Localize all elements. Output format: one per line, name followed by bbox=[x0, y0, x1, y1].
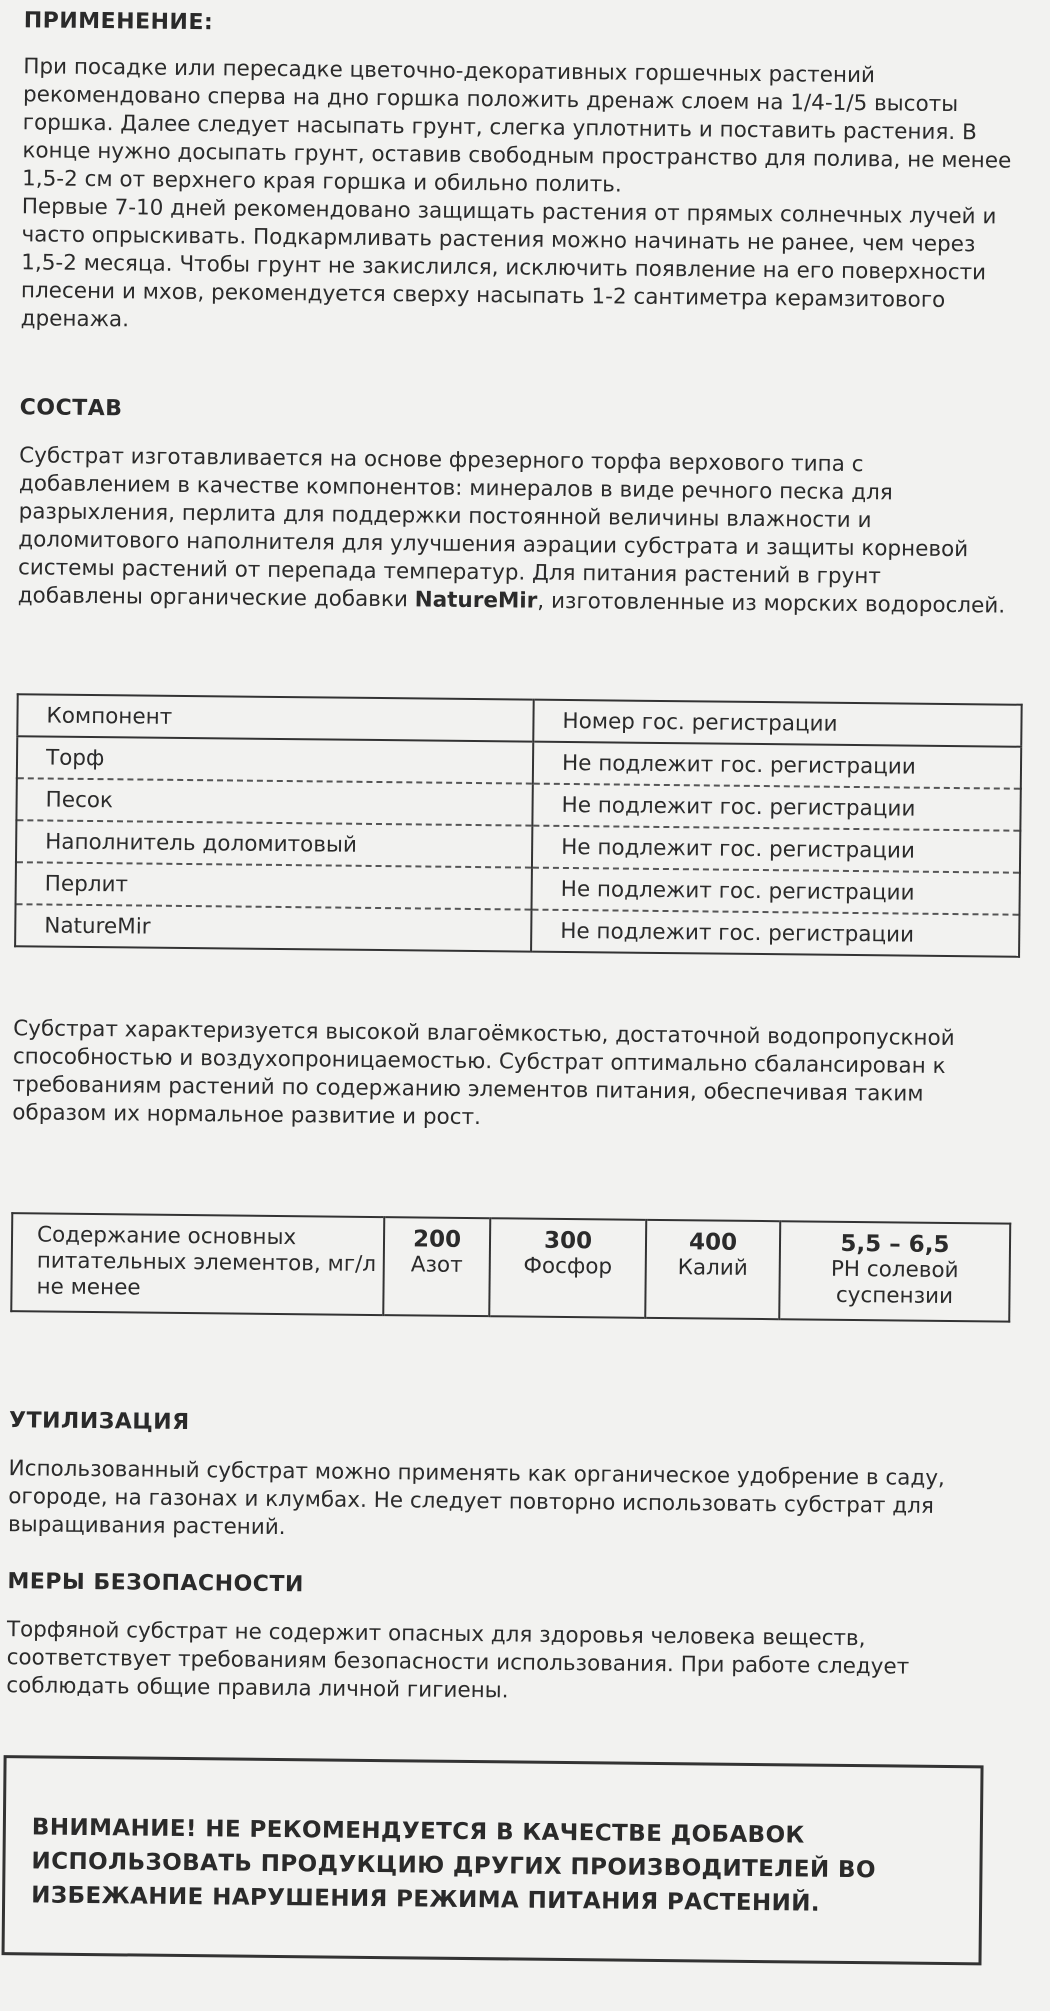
nutrients-row bbox=[11, 1213, 1010, 1321]
component-registration: Не подлежит гос. регистрации bbox=[533, 742, 1021, 789]
safety-text: Торфяной субстрат не содержит опасных для здоровья человека веществ, соответствует требованиям безопасности использования. При работе следует соблюдать общие правила личной гигиены. bbox=[6, 1617, 910, 1704]
component-name: Песок bbox=[16, 778, 532, 825]
component-name: NatureMir bbox=[15, 904, 531, 951]
nutrient-name: Калий bbox=[677, 1255, 748, 1281]
application-paragraph-2: Первые 7-10 дней рекомендовано защищать растения от прямых солнечных лучей и часто опрыскивать. Подкармливать растения можно начинать не ранее, чем через 1,5-2 месяца. Чтобы грунт не закислился, исключить появление на его поверхности плесени и мхов, рекомендуется сверху насыпать 1-2 сантиметра керамзитового дренажа. bbox=[20, 194, 997, 333]
nutrient-ph bbox=[779, 1221, 1010, 1321]
application-section bbox=[21, 8, 1014, 343]
warning-box bbox=[2, 1755, 984, 1965]
safety-section bbox=[6, 1569, 997, 1710]
nutrient-value: 200 bbox=[412, 1226, 462, 1253]
disposal-text: Использованный субстрат можно применять как органическое удобрение в саду, огороде, на газонах и клумбах. Не следует повторно использовать субстрат для выращивания растений. bbox=[7, 1456, 945, 1541]
application-paragraph-1: При посадке или пересадке цветочно-декоративных горшечных растений рекомендовано сперва на дно горшка положить дренаж слоем на 1/4-1/5 высоты горшка. Далее следует насыпать грунт, слегка уплотнить и поставить растения. В конце нужно досыпать грунт, оставив свободным пространство для полива, не менее 1,5-2 см от верхнего края горшка и обильно полить. bbox=[21, 54, 1012, 198]
composition-brand: NatureMir bbox=[414, 587, 538, 614]
nutrient-name: PH солевой суспензии bbox=[830, 1256, 959, 1310]
component-name: Перлит bbox=[16, 862, 532, 909]
composition-text bbox=[18, 442, 1010, 620]
composition-text-main: Субстрат изготавливается на основе фрезерного торфа верхового типа с добавлением в качестве компонентов: минералов в виде речного песка для разрыхления, перлита для поддержки постоянной величины влажности и доломитового наполнителя для улучшения аэрации субстрата и защиты корневой системы растений от перепада температур. Для питания растений в грунт добавлены органические добавки bbox=[17, 443, 969, 613]
component-name: Наполнитель доломитовый bbox=[16, 820, 532, 867]
component-name: Торф bbox=[17, 736, 533, 783]
composition-section bbox=[18, 395, 1010, 620]
nutrient-nitrogen bbox=[383, 1217, 490, 1316]
warning-text: ВНИМАНИЕ! НЕ РЕКОМЕНДУЕТСЯ В КАЧЕСТВЕ ДОБАВОК ИСПОЛЬЗОВАТЬ ПРОДУКЦИЮ ДРУГИХ ПРОИЗВОДИТЕЛЕЙ ВО ИЗБЕЖАНИЕ НАРУШЕНИЯ РЕЖИМА ПИТАНИЯ РАСТЕНИЙ. bbox=[31, 1814, 877, 1917]
component-registration: Не подлежит гос. регистрации bbox=[532, 826, 1020, 873]
nutrients-label: Содержание основных питательных элементов, мг/л не менее bbox=[36, 1222, 377, 1301]
properties-text: Субстрат характеризуется высокой влагоёмкостью, достаточной водопропускной способностью и воздухопроницаемостью. Субстрат оптимально сбалансирован к требованиям растений по содержанию элементов питания, обеспечивая таким образом их нормальное развитие и рост. bbox=[12, 1016, 955, 1131]
header-cell-registration: Номер гос. регистрации bbox=[533, 700, 1021, 747]
nutrient-value: 5,5 – 6,5 bbox=[840, 1230, 950, 1259]
header-cell-component: Компонент bbox=[46, 703, 173, 730]
disposal-heading: УТИЛИЗАЦИЯ bbox=[8, 1408, 190, 1436]
nutrient-name: Фосфор bbox=[523, 1253, 613, 1280]
nutrient-name: Азот bbox=[410, 1252, 463, 1278]
nutrients-table bbox=[10, 1212, 1011, 1322]
composition-heading: СОСТАВ bbox=[19, 395, 123, 422]
safety-heading: МЕРЫ БЕЗОПАСНОСТИ bbox=[7, 1569, 304, 1598]
application-heading: ПРИМЕНЕНИЕ: bbox=[23, 8, 214, 36]
component-registration: Не подлежит гос. регистрации bbox=[531, 910, 1019, 957]
nutrient-value: 400 bbox=[688, 1229, 738, 1256]
nutrient-phosphorus bbox=[489, 1218, 646, 1318]
components-table bbox=[14, 693, 1023, 958]
nutrient-potassium bbox=[645, 1220, 780, 1319]
component-registration: Не подлежит гос. регистрации bbox=[532, 868, 1020, 915]
disposal-section bbox=[8, 1408, 999, 1549]
nutrient-value: 300 bbox=[543, 1227, 593, 1255]
composition-text-end: , изготовленные из морских водорослей. bbox=[537, 588, 1006, 619]
component-registration: Не подлежит гос. регистрации bbox=[532, 784, 1020, 831]
